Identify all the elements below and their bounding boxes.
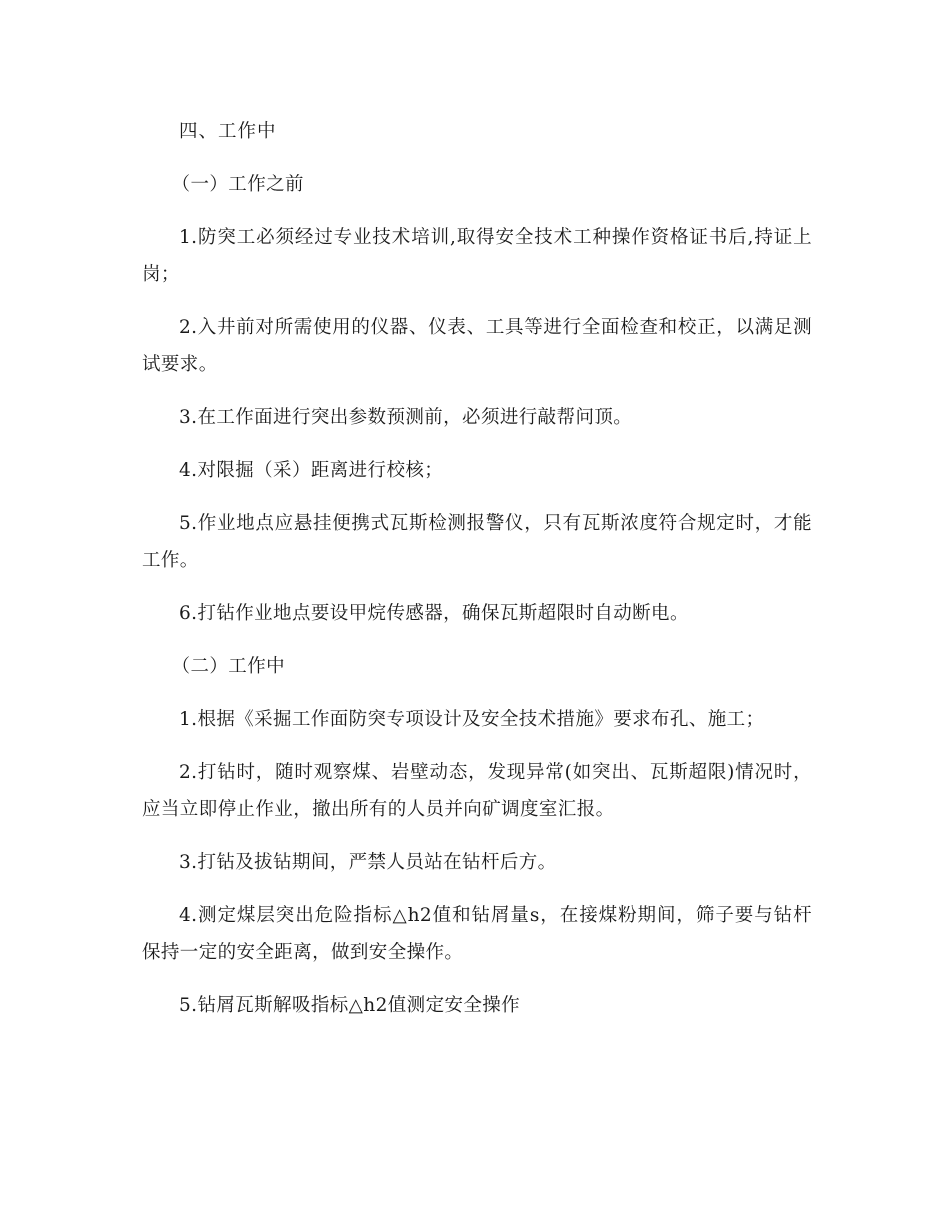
part-one-item-3: 3.在工作面进行突出参数预测前，必须进行敲帮问顶。 <box>179 407 633 428</box>
part-two-item-2: 2.打钻时，随时观察煤、岩壁动态，发现异常(如突出、瓦斯超限)情况时，应当立即停止作业，撤出所有的人员并向矿调度室汇报。 <box>142 762 812 820</box>
part-two-title: （二）工作中 <box>171 656 285 677</box>
part-two-item-4: 4.测定煤层突出危险指标△h2值和钻屑量s，在接煤粉期间，筛子要与钻杆保持一定的安全距离，做到安全操作。 <box>142 905 812 963</box>
part-one-item-5: 5.作业地点应悬挂便携式瓦斯检测报警仪，只有瓦斯浓度符合规定时，才能工作。 <box>142 513 812 571</box>
part-two-item-3: 3.打钻及拔钻期间，严禁人员站在钻杆后方。 <box>179 852 557 873</box>
section-title: 四、工作中 <box>179 121 277 142</box>
part-one-item-2: 2.入井前对所需使用的仪器、仪表、工具等进行全面检查和校正，以满足测试要求。 <box>142 317 812 375</box>
part-two-item-1: 1.根据《采掘工作面防突专项设计及安全技术措施》要求布孔、施工； <box>179 709 765 730</box>
part-one-title: （一）工作之前 <box>171 174 304 195</box>
part-two-item-5: 5.钻屑瓦斯解吸指标△h2值测定安全操作 <box>179 995 521 1016</box>
document-body <box>142 113 812 1040</box>
part-one-item-6: 6.打钻作业地点要设甲烷传感器，确保瓦斯超限时自动断电。 <box>179 603 689 624</box>
part-one-item-4: 4.对限掘（采）距离进行校核； <box>179 460 444 481</box>
part-one-item-1: 1.防突工必须经过专业技术培训,取得安全技术工种操作资格证书后,持证上岗； <box>142 227 812 285</box>
